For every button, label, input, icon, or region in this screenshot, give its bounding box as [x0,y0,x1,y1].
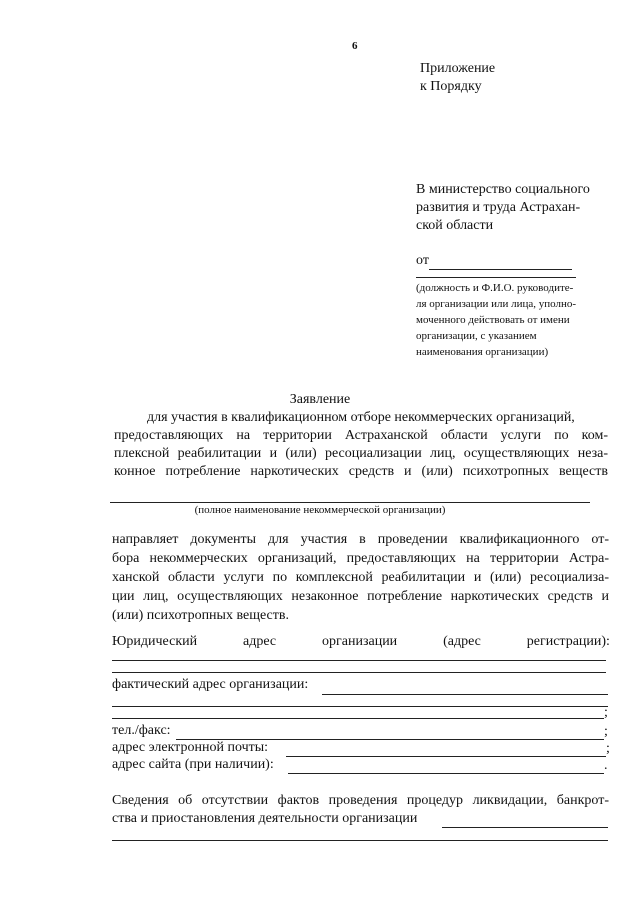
from-label: от [416,253,429,268]
legal-address-word-5: регистрации): [526,634,610,649]
website-blank-line[interactable] [288,773,604,774]
from-second-blank-line [416,277,576,278]
addressee-note-4: организации, с указанием [416,330,537,342]
actual-address-blank-line-2[interactable] [112,706,608,707]
legal-address-blank-line-2[interactable] [112,672,606,673]
title-line-4: конное потребление наркотических средств и (или) психотропных веществ [114,464,608,479]
appendix-reference: к Порядку [420,79,482,94]
email-semicolon: ; [606,741,610,756]
addressee-note-1: (должность и Ф.И.О. руководите- [416,282,574,294]
body-line-1: направляет документы для участия в проведении квалификационного от- [112,532,609,547]
body-line-2: бора некоммерческих организаций, предоставляющих на территории Астра- [112,551,609,566]
addressee-line-3: ской области [416,218,494,233]
org-name-caption: (полное наименование некоммерческой организации) [194,504,446,516]
title-line-3: плексной реабилитации и (или) ресоциализации лиц, осуществляющих неза- [114,446,608,461]
document-title: Заявление [289,392,351,407]
body-line-5: (или) психотропных веществ. [112,608,289,623]
body-line-3: ханской области услуги по комплексной реабилитации и (или) ресоциализа- [112,570,609,585]
from-blank-line [429,253,572,270]
addressee-line-2: развития и труда Астрахан- [416,200,581,215]
body-line-4: ции лиц, осуществляющих незаконное потребление наркотических средств и [112,589,609,604]
legal-address-word-1: Юридический [112,634,198,649]
legal-address-blank-line-1[interactable] [112,660,606,661]
actual-address-label: фактический адрес организации: [112,677,309,692]
title-line-2: предоставляющих на территории Астраханской области услуги по ком- [114,428,608,443]
website-period: . [604,758,608,773]
phone-fax-label: тел./факс: [112,723,171,738]
website-label: адрес сайта (при наличии): [112,757,274,772]
phone-fax-semicolon: ; [604,724,608,739]
from-row [416,253,572,270]
liquidation-line-2: ства и приостановления деятельности организации [112,811,418,826]
appendix-label: Приложение [420,61,496,76]
actual-address-blank-line-3[interactable] [112,718,604,719]
addressee-note-2: ля организации или лица, уполно- [416,298,577,310]
org-name-blank-line [110,502,590,503]
title-line-1: для участия в квалификационном отборе некоммерческих организаций, [147,410,575,425]
addressee-note-5: наименования организации) [416,346,549,358]
liquidation-line-1: Сведения об отсутствии фактов проведения процедур ликвидации, банкрот- [112,793,609,808]
page-number: 6 [352,40,358,52]
actual-address-semicolon: ; [604,705,608,720]
liquidation-blank-line-1[interactable] [442,827,608,828]
actual-address-blank-line-1[interactable] [322,694,608,695]
addressee-note-3: моченного действовать от имени [416,314,570,326]
legal-address-word-4: (адрес [443,634,481,649]
email-label: адрес электронной почты: [112,740,269,755]
email-blank-line[interactable] [286,756,606,757]
liquidation-blank-line-2[interactable] [112,840,608,841]
addressee-line-1: В министерство социального [416,182,590,197]
legal-address-word-3: организации [322,634,398,649]
legal-address-word-2: адрес [243,634,277,649]
legal-address-label [112,634,610,650]
